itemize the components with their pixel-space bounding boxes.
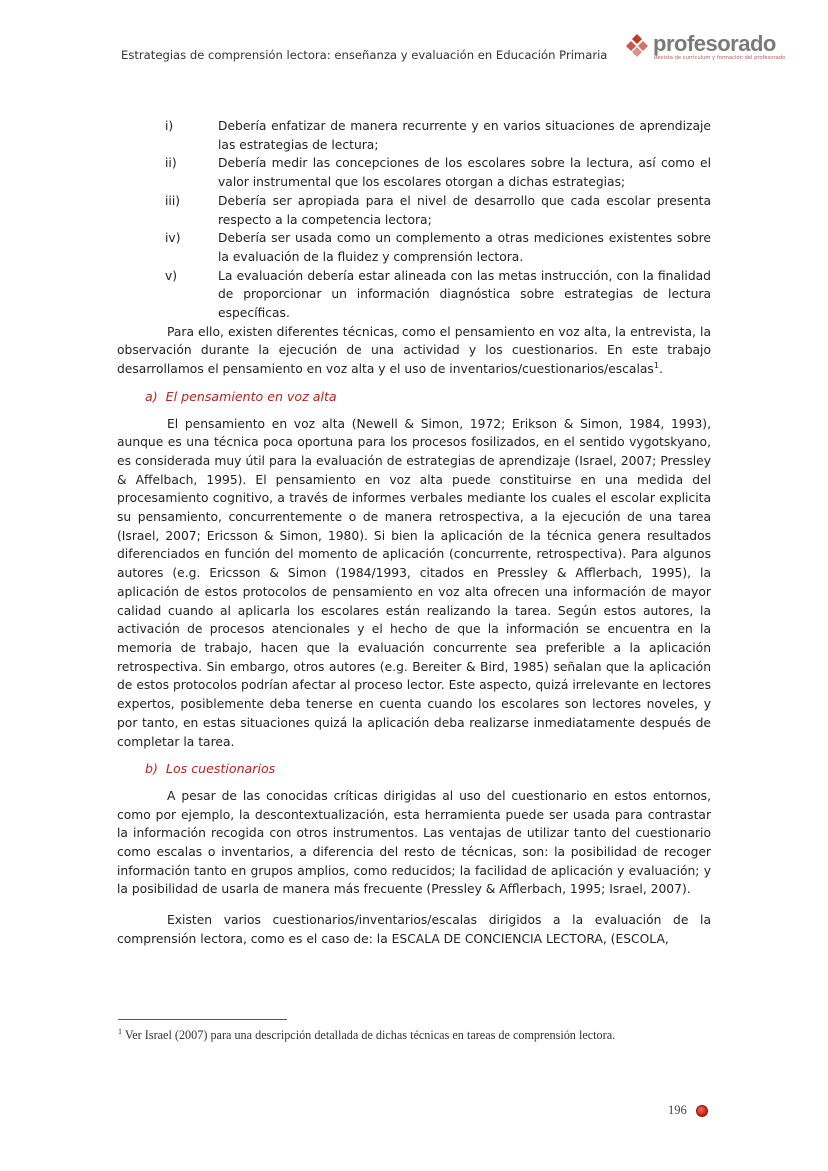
- footnote-reference[interactable]: 1: [653, 361, 659, 371]
- footnote: [118, 1028, 615, 1043]
- section-label: a): [145, 388, 158, 404]
- list-item-text: Debería ser usada como un complemento a otras mediciones existentes sobre la evaluación de la fluidez y comprensión lectora.: [218, 231, 711, 264]
- list-item: [117, 154, 711, 191]
- intro-paragraph-text: Para ello, existen diferentes técnicas, como el pensamiento en voz alta, la entrevista, la observación durante la ejecución de una actividad y los cuestionarios. En este trabajo desarrollamos el pensamiento en voz alta y el uso de inventarios/cuestionarios/escalas: [117, 324, 711, 377]
- list-item-text: Debería ser apropiada para el nivel de desarrollo que cada escolar presenta respecto a la competencia lectora;: [218, 193, 711, 227]
- running-header-title: Estrategias de comprensión lectora: enseñanza y evaluación en Educación Primaria: [121, 48, 608, 62]
- footnote-text: Ver Israel (2007) para una descripción detallada de dichas técnicas en tareas de comprensión lectora.: [122, 1028, 616, 1042]
- section-a-paragraph: El pensamiento en voz alta (Newell & Simon, 1972; Erikson & Simon, 1984, 1993), aunque es una técnica poca oportuna para los procesos fosilizados, en el sentido vygotskyano, es considerada muy útil para la evaluación de estrategias de aprendizaje (Israel, 2007; Pressley & Affelbach, 1995). El pensamiento en voz alta puede constituirse en una medida del procesamiento cognitivo, a través de informes verbales mediante los cuales el escolar explicita su pensamiento, concurrentemente o de manera retrospectiva, a la ejecución de una tarea (Israel, 2007; Ericsson & Simon, 1980). Si bien la aplicación de la técnica genera resultados diferenciados en función del momento de aplicación (concurrente, retrospectiva). Para algunos autores (e.g. Ericsson & Simon (1984/1993, citados en Pressley & Afflerbach, 1995), la aplicación de estos protocolos de pensamiento en voz alta ofrecen una información de mayor calidad cuando al aplicarla los escolares están realizando la tarea. Según estos autores, la activación de procesos atencionales y el hecho de que la información se encuentra en la memoria de trabajo, hacen que la evaluación concurrente sea preferible a la aplicación retrospectiva. Sin embargo, otros autores (e.g. Bereiter & Bird, 1985) señalan que la aplicación de estos protocolos podrían afectar al proceso lector. Este aspecto, quizá irrelevante en lectores expertos, posiblemente deba tenerse en cuenta cuando los escolares son lectores noveles, y por tanto, en estas situaciones quizá la aplicación deba realizarse inmediatamente después de completar la tarea.: [117, 416, 711, 749]
- list-item: [117, 192, 711, 229]
- footnote-number: 1: [118, 1026, 122, 1036]
- list-marker: iii): [165, 193, 181, 208]
- list-marker: i): [165, 119, 174, 133]
- profesorado-logo-icon: [625, 33, 649, 59]
- criteria-list: [117, 117, 711, 323]
- intro-paragraph: [117, 323, 711, 379]
- list-item: [117, 117, 711, 154]
- list-item-text: Debería medir las concepciones de los escolares sobre la lectura, así como el valor instrumental que los escolares otorgan a dichas estrategias;: [218, 156, 711, 190]
- closing-paragraph: Existen varios cuestionarios/inventarios/escalas dirigidos a la evaluación de la comprensión lectora, como es el caso de: la ESCALA DE CONCIENCIA LECTORA, (ESCOLA,: [117, 913, 711, 946]
- list-item-text: La evaluación debería estar alineada con las metas instrucción, con la finalidad de proporcionar un información diagnóstica sobre estrategias de lectura específicas.: [218, 268, 711, 321]
- section-title: Los cuestionarios: [165, 761, 276, 777]
- intro-paragraph-end: .: [658, 362, 663, 377]
- list-marker: ii): [165, 156, 177, 171]
- logo-tagline: Revista de currículum y formación del profesorado: [654, 55, 786, 61]
- section-heading-a: [145, 388, 711, 407]
- list-marker: v): [165, 268, 178, 283]
- footnote-divider: [118, 1019, 287, 1020]
- section-label: b): [145, 761, 158, 777]
- list-item: [117, 229, 711, 266]
- list-item-text: Debería enfatizar de manera recurrente y en varios situaciones de aprendizaje las estrategias de lectura;: [218, 119, 711, 152]
- page-number: 196: [668, 1103, 687, 1117]
- section-b-paragraph: A pesar de las conocidas críticas dirigidas al uso del cuestionario en estos entornos, como por ejemplo, la descontextualización, esta herramienta puede ser usada para contrastar la información recogida con otros instrumentos. Las ventajas de utilizar tanto del cuestionario como escalas o inventarios, a diferencia del resto de técnicas, son: la posibilidad de recoger información tanto en grupos amplios, como reducidos; la facilidad de aplicación y evaluación; y la posibilidad de usarla de manera más frecuente (Pressley & Afflerbach, 1995; Israel, 2007).: [117, 788, 711, 897]
- journal-logo: [625, 33, 795, 69]
- logo-wordmark: profesorado: [653, 31, 776, 56]
- list-item: [117, 267, 711, 323]
- page-marker-dot-icon: [696, 1105, 708, 1117]
- section-title: El pensamiento en voz alta: [165, 388, 337, 404]
- section-heading-b: [145, 760, 711, 779]
- list-marker: iv): [165, 231, 181, 246]
- main-text: [117, 117, 711, 949]
